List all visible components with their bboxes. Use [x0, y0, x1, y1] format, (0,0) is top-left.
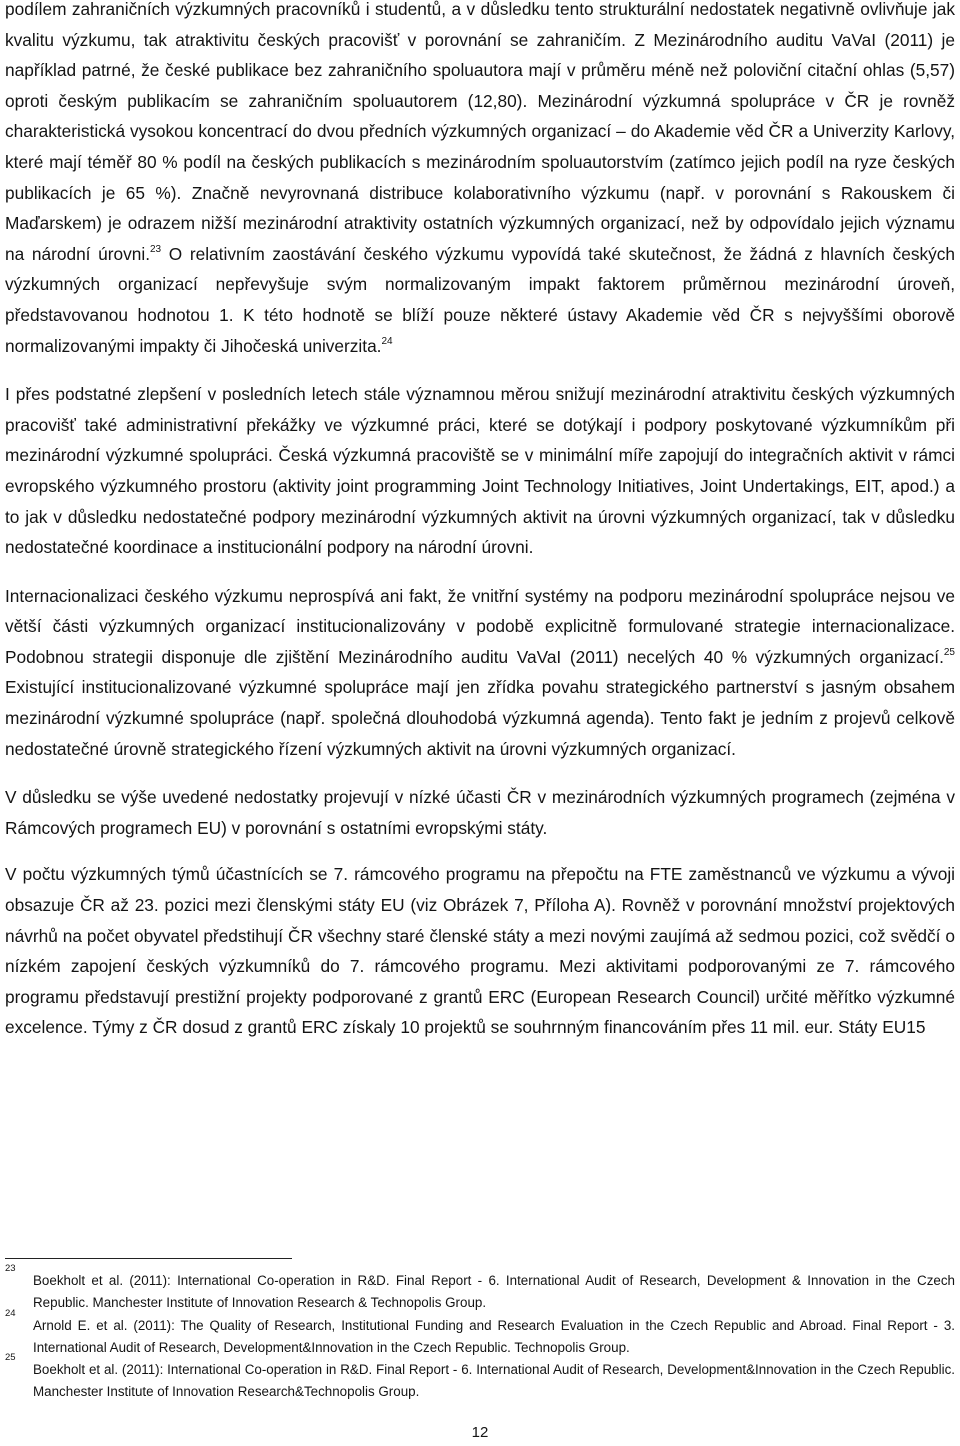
paragraph-1 — [5, 0, 955, 361]
footnote-number: 23 — [5, 1263, 16, 1274]
document-page — [5, 0, 955, 1043]
footnote-ref-24[interactable]: 24 — [381, 335, 393, 347]
paragraph-4: V důsledku se výše uvedené nedostatky projevují v nízké účasti ČR v mezinárodních výzkumných programech (zejména v Rámcových programech EU) v porovnání s ostatními evropskými státy. — [5, 787, 955, 838]
footnote-number: 25 — [5, 1352, 16, 1364]
paragraph-3-text-b: Existující institucionalizované výzkumné spolupráce mají jen zřídka povahu strategického partnerství s jasným obsahem mezinárodní výzkumné spolupráce (např. společná dlouhodobá výzkumná agenda). Tento fakt je jedním z projevů celkově nedostatečné úrovně strategického řízení výzkumných aktivit na úrovni výzkumných organizací. — [5, 677, 955, 759]
paragraph-1-text-b: O relativním zaostávání českého výzkumu vypovídá také skutečnost, že žádná z hlavních českých výzkumných organizací nepřevyšuje svým normalizovaným impakt faktorem průměrnou mezinárodní úroveň, představovanou hodnotou 1. K této hodnotě se blíží pouze některé ústavy Akademie věd ČR s nejvyššími oborově normalizovanými impakty či Jihočeská univerzita. — [5, 243, 955, 356]
footnote-25 — [5, 1352, 955, 1404]
page-number: 12 — [471, 1424, 489, 1441]
footnote-24 — [5, 1307, 955, 1360]
footnote-text: Boekholt et al. (2011): International Co-operation in R&D. Final Report - 6. International Audit of Research, Development&Innovation in the Czech Republic. Manchester Institute of Innovation Research&Technopolis Group. — [33, 1362, 955, 1400]
paragraph-2: I přes podstatné zlepšení v posledních letech stále významnou měrou snižují mezinárodní atraktivitu českých výzkumných pracovišť také administrativní překážky ve výzkumné práci, které se dotýkají i podpory poskytované výzkumníkům při mezinárodní výzkumné spolupráci. Česká výzkumná pracoviště se v minimální míře zapojují do integračních aktivit v rámci evropského výzkumného prostoru (aktivity joint programming Joint Technology Initiatives, Joint Undertakings, EIT, apod.) a to jak v důsledku nedostatečné podpory mezinárodní výzkumných aktivit na úrovni výzkumných organizací, tak v důsledku nedostatečné koordinace a institucionální podpory na národní úrovni. — [5, 384, 955, 558]
footnotes — [5, 1263, 955, 1404]
footnote-ref-25[interactable]: 25 — [943, 647, 955, 659]
paragraph-3 — [5, 581, 955, 765]
footnote-number: 24 — [5, 1307, 16, 1319]
paragraph-5: V počtu výzkumných týmů účastnících se 7. rámcového programu na přepočtu na FTE zaměstnanců ve výzkumu a vývoji obsazuje ČR až 23. pozici mezi členskými státy EU (viz Obrázek 7, Příloha A). Rovněž v porovnání množství projektových návrhů na počet obyvatel předstihují ČR všechny staré členské státy a mezi novými zaujímá až sedmou pozici, což svědčí o nízkém zapojení českých výzkumníků do 7. rámcového programu. Mezi aktivitami podporovanými ze 7. rámcového programu představují prestižní projekty podporované z grantů ERC (European Research Council) určité měřítko výzkumné excelence. Týmy z ČR dosud z grantů ERC získaly 10 projektů se souhrnným financováním přes 11 mil. eur. Státy EU15 — [5, 864, 955, 1038]
paragraph-3-text-a: Internacionalizaci českého výzkumu neprospívá ani fakt, že vnitřní systémy na podporu mezinárodní spolupráce nejsou ve větší části výzkumných organizací institucionalizovány v podobě explicitně formulované strategie internacionalizace. Podobnou strategii disponuje dle zjištění Mezinárodního auditu VaVaI (2011) necelých 40 % výzkumných organizací. — [5, 585, 955, 667]
footnote-ref-23[interactable]: 23 — [150, 243, 162, 255]
footnote-text: Arnold E. et al. (2011): The Quality of Research, Institutional Funding and Research Evaluation in the Czech Republic and Abroad. Final Report - 3. International Audit of Research, Development&Innovation in the Czech Republic. Technopolis Group. — [33, 1317, 955, 1355]
paragraph-1-text-a: podílem zahraničních výzkumných pracovníků i studentů, a v důsledku tento strukturální nedostatek negativně ovlivňuje jak kvalitu výzkumu, tak atraktivitu českých pracovišť v porovnání se zahraničím. Z Mezinárodního auditu VaVaI (2011) je například patrné, že české publikace bez zahraničního spoluautora mají v průměru méně než poloviční citační ohlas (5,57) oproti českým publikacím se zahraničním spoluautorem (12,80). Mezinárodní výzkumná spolupráce v ČR je rovněž charakteristická vysokou koncentrací do dvou předních výzkumných organizací – do Akademie věd ČR a Univerzity Karlovy, které mají téměř 80 % podíl na českých publikacích s mezinárodním spoluautorstvím (zatímco jejich podíl na ryze českých publikacích je 65 %). Značně nevyrovnaná distribuce kolaborativního výzkumu (např. v porovnání s Rakouskem či Maďarskem) je odrazem nižší mezinárodní atraktivity ostatních výzkumných organizací, než by odpovídalo jejich významu na národní úrovni. — [5, 0, 955, 264]
footnote-separator — [5, 1258, 292, 1259]
footnote-23 — [5, 1263, 955, 1315]
footnote-text: Boekholt et al. (2011): International Co-operation in R&D. Final Report - 6. International Audit of Research, Development & Innovation in the Czech Republic. Manchester Institute of Innovation Research & Technopolis Group. — [33, 1273, 955, 1311]
